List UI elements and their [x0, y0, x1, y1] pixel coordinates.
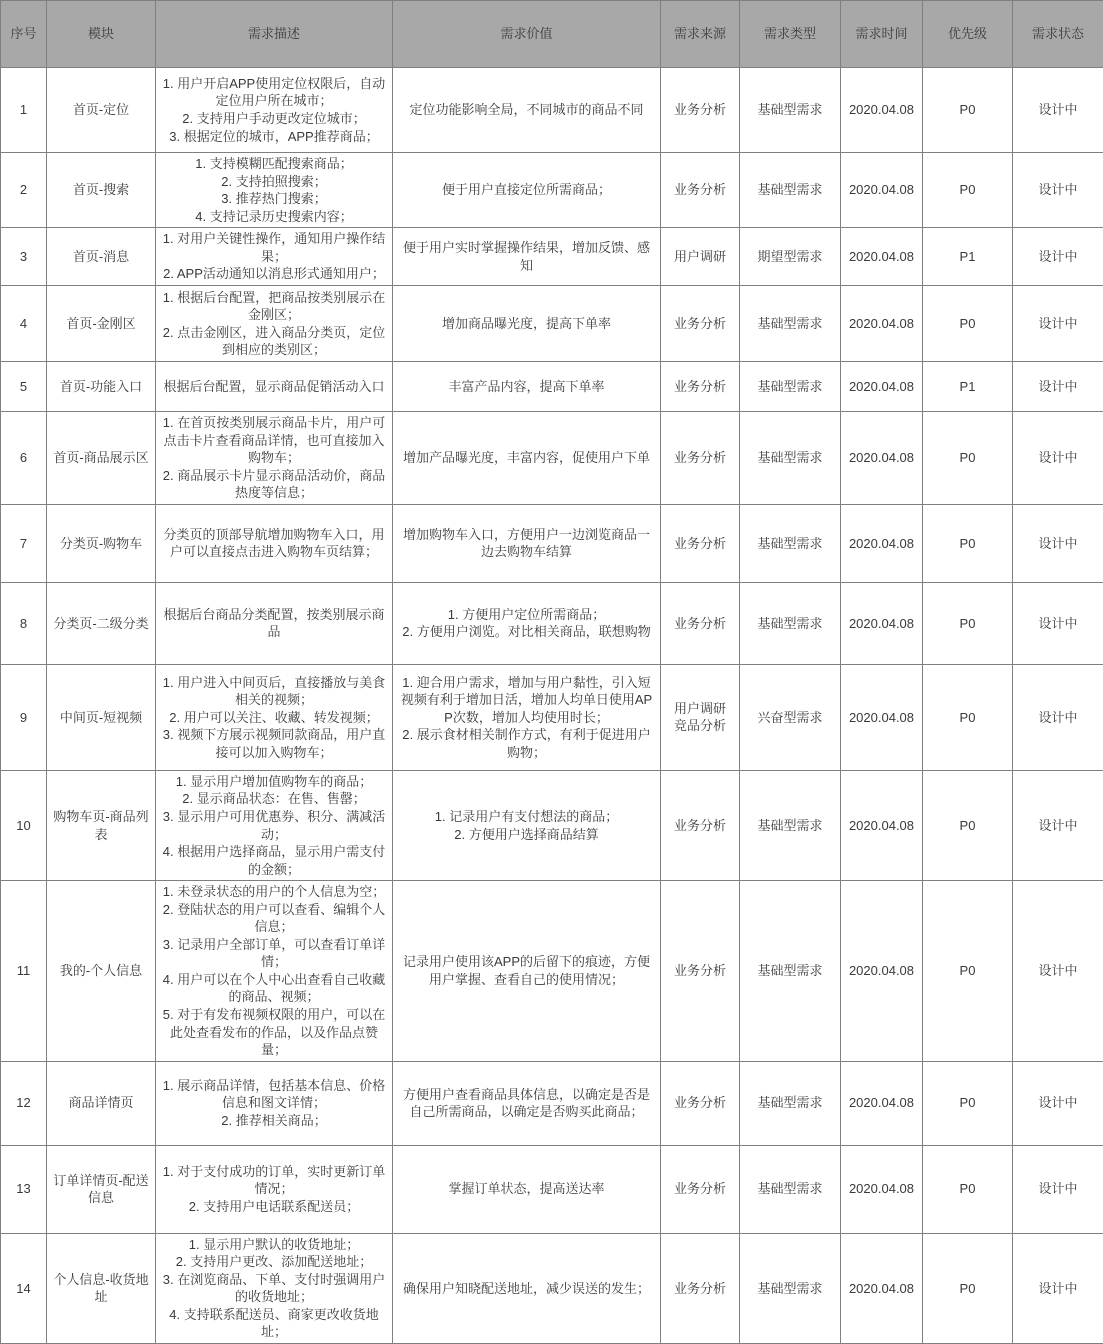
cell-line: 增加购物车入口，方便用户一边浏览商品一边去购物车结算	[397, 526, 656, 561]
cell-time: 2020.04.08	[841, 286, 923, 362]
cell-seq: 8	[1, 582, 47, 664]
cell-type: 基础型需求	[740, 582, 841, 664]
cell-module: 购物车页-商品列表	[47, 770, 156, 880]
cell-line: 1. 方便用户定位所需商品；	[397, 606, 656, 624]
cell-value	[393, 770, 661, 880]
cell-line: 2. 展示食材相关制作方式，有利于促进用户购物；	[397, 726, 656, 761]
cell-time: 2020.04.08	[841, 582, 923, 664]
cell-seq: 11	[1, 881, 47, 1061]
cell-line: 2. 用户可以关注、收藏、转发视频；	[160, 709, 388, 727]
cell-source	[661, 228, 740, 286]
cell-line: 1. 在首页按类别展示商品卡片，用户可点击卡片查看商品详情，也可直接加入购物车；	[160, 414, 388, 467]
cell-status: 设计中	[1013, 770, 1103, 880]
cell-status: 设计中	[1013, 582, 1103, 664]
column-header-value: 需求价值	[393, 1, 661, 68]
cell-priority: P0	[923, 412, 1013, 505]
cell-type: 基础型需求	[740, 881, 841, 1061]
cell-type: 基础型需求	[740, 770, 841, 880]
cell-time: 2020.04.08	[841, 412, 923, 505]
cell-seq: 3	[1, 228, 47, 286]
cell-line: 1. 展示商品详情，包括基本信息、价格信息和图文详情；	[160, 1077, 388, 1112]
cell-module: 首页-商品展示区	[47, 412, 156, 505]
cell-line: 1. 根据后台配置，把商品按类别展示在金刚区；	[160, 289, 388, 324]
column-header-status: 需求状态	[1013, 1, 1103, 68]
cell-time: 2020.04.08	[841, 68, 923, 153]
cell-line: 2. 推荐相关商品；	[160, 1112, 388, 1130]
header-row	[1, 1, 1103, 68]
cell-priority: P0	[923, 1061, 1013, 1145]
cell-source	[661, 664, 740, 770]
cell-status: 设计中	[1013, 286, 1103, 362]
cell-line: 1. 支持模糊匹配搜索商品；	[160, 155, 388, 173]
column-header-priority: 优先级	[923, 1, 1013, 68]
table-row	[1, 770, 1103, 880]
cell-module: 订单详情页-配送信息	[47, 1145, 156, 1233]
cell-module: 首页-金刚区	[47, 286, 156, 362]
table-row	[1, 1145, 1103, 1233]
cell-seq: 13	[1, 1145, 47, 1233]
cell-module: 首页-定位	[47, 68, 156, 153]
cell-module: 首页-功能入口	[47, 362, 156, 412]
column-header-time: 需求时间	[841, 1, 923, 68]
cell-line: 业务分析	[665, 817, 735, 835]
table-row	[1, 228, 1103, 286]
cell-module: 分类页-购物车	[47, 504, 156, 582]
cell-time: 2020.04.08	[841, 228, 923, 286]
cell-priority: P1	[923, 362, 1013, 412]
cell-line: 业务分析	[665, 615, 735, 633]
cell-status: 设计中	[1013, 153, 1103, 228]
cell-source	[661, 504, 740, 582]
cell-module: 首页-搜索	[47, 153, 156, 228]
cell-description	[156, 362, 393, 412]
cell-priority: P0	[923, 504, 1013, 582]
cell-line: 业务分析	[665, 535, 735, 553]
cell-line: 业务分析	[665, 315, 735, 333]
cell-line: 1. 对于支付成功的订单，实时更新订单情况；	[160, 1163, 388, 1198]
cell-value	[393, 1061, 661, 1145]
cell-line: 确保用户知晓配送地址，减少误送的发生；	[397, 1280, 656, 1298]
cell-source	[661, 1145, 740, 1233]
cell-line: 2. 商品展示卡片显示商品活动价，商品热度等信息；	[160, 467, 388, 502]
cell-line: 分类页的顶部导航增加购物车入口，用户可以直接点击进入购物车页结算；	[160, 526, 388, 561]
cell-line: 3. 根据定位的城市，APP推荐商品；	[160, 128, 388, 146]
cell-line: 5. 对于有发布视频权限的用户，可以在此处查看发布的作品，以及作品点赞量；	[160, 1006, 388, 1059]
cell-value	[393, 286, 661, 362]
cell-line: 增加商品曝光度，提高下单率	[397, 315, 656, 333]
cell-line: 1. 显示用户增加值购物车的商品；	[160, 773, 388, 791]
cell-source	[661, 153, 740, 228]
cell-line: 2. 点击金刚区，进入商品分类页，定位到相应的类别区；	[160, 324, 388, 359]
cell-value	[393, 412, 661, 505]
cell-line: 2. 支持拍照搜索；	[160, 173, 388, 191]
cell-line: 便于用户实时掌握操作结果，增加反馈、感知	[397, 239, 656, 274]
table-row	[1, 582, 1103, 664]
column-header-seq: 序号	[1, 1, 47, 68]
cell-priority: P0	[923, 1233, 1013, 1343]
table-row	[1, 1233, 1103, 1343]
cell-line: 业务分析	[665, 1094, 735, 1112]
cell-priority: P0	[923, 68, 1013, 153]
cell-seq: 7	[1, 504, 47, 582]
cell-line: 3. 推荐热门搜索；	[160, 190, 388, 208]
cell-seq: 1	[1, 68, 47, 153]
cell-description	[156, 881, 393, 1061]
table-row	[1, 362, 1103, 412]
cell-source	[661, 582, 740, 664]
cell-type: 基础型需求	[740, 1145, 841, 1233]
cell-source	[661, 770, 740, 880]
cell-line: 1. 对用户关键性操作，通知用户操作结果；	[160, 230, 388, 265]
cell-value	[393, 1145, 661, 1233]
cell-status: 设计中	[1013, 228, 1103, 286]
cell-priority: P1	[923, 228, 1013, 286]
column-header-source: 需求来源	[661, 1, 740, 68]
table-row	[1, 504, 1103, 582]
cell-line: 2. 方便用户选择商品结算	[397, 826, 656, 844]
cell-type: 基础型需求	[740, 504, 841, 582]
cell-priority: P0	[923, 1145, 1013, 1233]
cell-line: 方便用户查看商品具体信息，以确定是否是自己所需商品，以确定是否购买此商品；	[397, 1086, 656, 1121]
cell-line: 业务分析	[665, 962, 735, 980]
cell-line: 业务分析	[665, 1180, 735, 1198]
cell-time: 2020.04.08	[841, 153, 923, 228]
cell-status: 设计中	[1013, 1233, 1103, 1343]
cell-status: 设计中	[1013, 1061, 1103, 1145]
cell-line: 2. APP活动通知以消息形式通知用户；	[160, 265, 388, 283]
cell-line: 4. 根据用户选择商品，显示用户需支付的金额；	[160, 843, 388, 878]
cell-line: 2. 方便用户浏览。对比相关商品，联想购物	[397, 623, 656, 641]
cell-source	[661, 1061, 740, 1145]
table-row	[1, 1061, 1103, 1145]
cell-value	[393, 582, 661, 664]
cell-line: 1. 迎合用户需求，增加与用户黏性，引入短视频有利于增加日活，增加人均单日使用APP次数，增加人均使用时长；	[397, 674, 656, 727]
cell-module: 个人信息-收货地址	[47, 1233, 156, 1343]
cell-seq: 2	[1, 153, 47, 228]
cell-value	[393, 1233, 661, 1343]
cell-value	[393, 228, 661, 286]
cell-seq: 6	[1, 412, 47, 505]
cell-value	[393, 664, 661, 770]
table-row	[1, 412, 1103, 505]
cell-description	[156, 1233, 393, 1343]
cell-line: 业务分析	[665, 181, 735, 199]
cell-type: 兴奋型需求	[740, 664, 841, 770]
cell-description	[156, 1145, 393, 1233]
cell-line: 用户调研	[665, 700, 735, 718]
cell-source	[661, 286, 740, 362]
cell-line: 业务分析	[665, 101, 735, 119]
cell-priority: P0	[923, 881, 1013, 1061]
cell-line: 用户调研	[665, 248, 735, 266]
cell-description	[156, 68, 393, 153]
cell-source	[661, 1233, 740, 1343]
cell-type: 基础型需求	[740, 362, 841, 412]
column-header-module: 模块	[47, 1, 156, 68]
cell-line: 根据后台配置，显示商品促销活动入口	[160, 378, 388, 396]
cell-line: 3. 记录用户全部订单，可以查看订单详情；	[160, 936, 388, 971]
cell-module: 我的-个人信息	[47, 881, 156, 1061]
cell-line: 4. 支持联系配送员、商家更改收货地址；	[160, 1306, 388, 1341]
cell-description	[156, 286, 393, 362]
cell-line: 业务分析	[665, 378, 735, 396]
cell-source	[661, 362, 740, 412]
cell-line: 4. 支持记录历史搜索内容；	[160, 208, 388, 226]
column-header-description: 需求描述	[156, 1, 393, 68]
cell-line: 便于用户直接定位所需商品；	[397, 181, 656, 199]
cell-description	[156, 770, 393, 880]
cell-status: 设计中	[1013, 881, 1103, 1061]
cell-description	[156, 582, 393, 664]
cell-type: 基础型需求	[740, 153, 841, 228]
cell-description	[156, 1061, 393, 1145]
table-body	[1, 68, 1103, 1344]
cell-line: 增加产品曝光度，丰富内容，促使用户下单	[397, 449, 656, 467]
cell-time: 2020.04.08	[841, 504, 923, 582]
cell-line: 业务分析	[665, 449, 735, 467]
cell-source	[661, 68, 740, 153]
cell-seq: 10	[1, 770, 47, 880]
cell-seq: 9	[1, 664, 47, 770]
cell-priority: P0	[923, 286, 1013, 362]
cell-line: 定位功能影响全局，不同城市的商品不同	[397, 101, 656, 119]
cell-time: 2020.04.08	[841, 362, 923, 412]
cell-line: 2. 支持用户更改、添加配送地址；	[160, 1253, 388, 1271]
cell-line: 1. 用户进入中间页后，直接播放与美食相关的视频；	[160, 674, 388, 709]
cell-type: 基础型需求	[740, 68, 841, 153]
cell-line: 1. 显示用户默认的收货地址；	[160, 1236, 388, 1254]
cell-priority: P0	[923, 770, 1013, 880]
cell-value	[393, 153, 661, 228]
table-row	[1, 664, 1103, 770]
cell-status: 设计中	[1013, 504, 1103, 582]
table-row	[1, 68, 1103, 153]
cell-value	[393, 362, 661, 412]
cell-value	[393, 504, 661, 582]
cell-module: 中间页-短视频	[47, 664, 156, 770]
cell-line: 3. 显示用户可用优惠券、积分、满减活动；	[160, 808, 388, 843]
table-row	[1, 153, 1103, 228]
cell-type: 基础型需求	[740, 1233, 841, 1343]
cell-line: 丰富产品内容，提高下单率	[397, 378, 656, 396]
cell-module: 分类页-二级分类	[47, 582, 156, 664]
cell-seq: 5	[1, 362, 47, 412]
cell-time: 2020.04.08	[841, 1233, 923, 1343]
cell-time: 2020.04.08	[841, 1145, 923, 1233]
cell-status: 设计中	[1013, 362, 1103, 412]
cell-line: 掌握订单状态，提高送达率	[397, 1180, 656, 1198]
cell-status: 设计中	[1013, 664, 1103, 770]
cell-seq: 12	[1, 1061, 47, 1145]
cell-description	[156, 153, 393, 228]
cell-line: 3. 在浏览商品、下单、支付时强调用户的收货地址；	[160, 1271, 388, 1306]
cell-description	[156, 412, 393, 505]
cell-priority: P0	[923, 153, 1013, 228]
cell-line: 根据后台商品分类配置，按类别展示商品	[160, 606, 388, 641]
cell-type: 基础型需求	[740, 412, 841, 505]
cell-description	[156, 664, 393, 770]
cell-line: 3. 视频下方展示视频同款商品，用户直接可以加入购物车；	[160, 726, 388, 761]
cell-line: 竞品分析	[665, 717, 735, 735]
cell-line: 4. 用户可以在个人中心出查看自己收藏的商品、视频；	[160, 971, 388, 1006]
cell-seq: 14	[1, 1233, 47, 1343]
cell-line: 2. 支持用户电话联系配送员；	[160, 1198, 388, 1216]
cell-line: 业务分析	[665, 1280, 735, 1298]
cell-line: 1. 记录用户有支付想法的商品；	[397, 808, 656, 826]
cell-time: 2020.04.08	[841, 664, 923, 770]
cell-line: 2. 支持用户手动更改定位城市；	[160, 110, 388, 128]
column-header-type: 需求类型	[740, 1, 841, 68]
cell-value	[393, 68, 661, 153]
cell-seq: 4	[1, 286, 47, 362]
cell-time: 2020.04.08	[841, 770, 923, 880]
cell-time: 2020.04.08	[841, 1061, 923, 1145]
cell-line: 1. 未登录状态的用户的个人信息为空；	[160, 883, 388, 901]
cell-line: 1. 用户开启APP使用定位权限后，自动定位用户所在城市；	[160, 75, 388, 110]
table-row	[1, 881, 1103, 1061]
cell-module: 商品详情页	[47, 1061, 156, 1145]
cell-line: 记录用户使用该APP的后留下的痕迹，方便用户掌握、查看自己的使用情况；	[397, 953, 656, 988]
cell-status: 设计中	[1013, 1145, 1103, 1233]
cell-value	[393, 881, 661, 1061]
cell-description	[156, 504, 393, 582]
cell-priority: P0	[923, 664, 1013, 770]
cell-source	[661, 412, 740, 505]
cell-line: 2. 登陆状态的用户可以查看、编辑个人信息；	[160, 901, 388, 936]
cell-priority: P0	[923, 582, 1013, 664]
cell-source	[661, 881, 740, 1061]
cell-status: 设计中	[1013, 68, 1103, 153]
cell-type: 基础型需求	[740, 1061, 841, 1145]
table-row	[1, 286, 1103, 362]
cell-type: 期望型需求	[740, 228, 841, 286]
cell-line: 2. 显示商品状态：在售、售罄；	[160, 790, 388, 808]
cell-description	[156, 228, 393, 286]
cell-type: 基础型需求	[740, 286, 841, 362]
cell-module: 首页-消息	[47, 228, 156, 286]
cell-time: 2020.04.08	[841, 881, 923, 1061]
cell-status: 设计中	[1013, 412, 1103, 505]
